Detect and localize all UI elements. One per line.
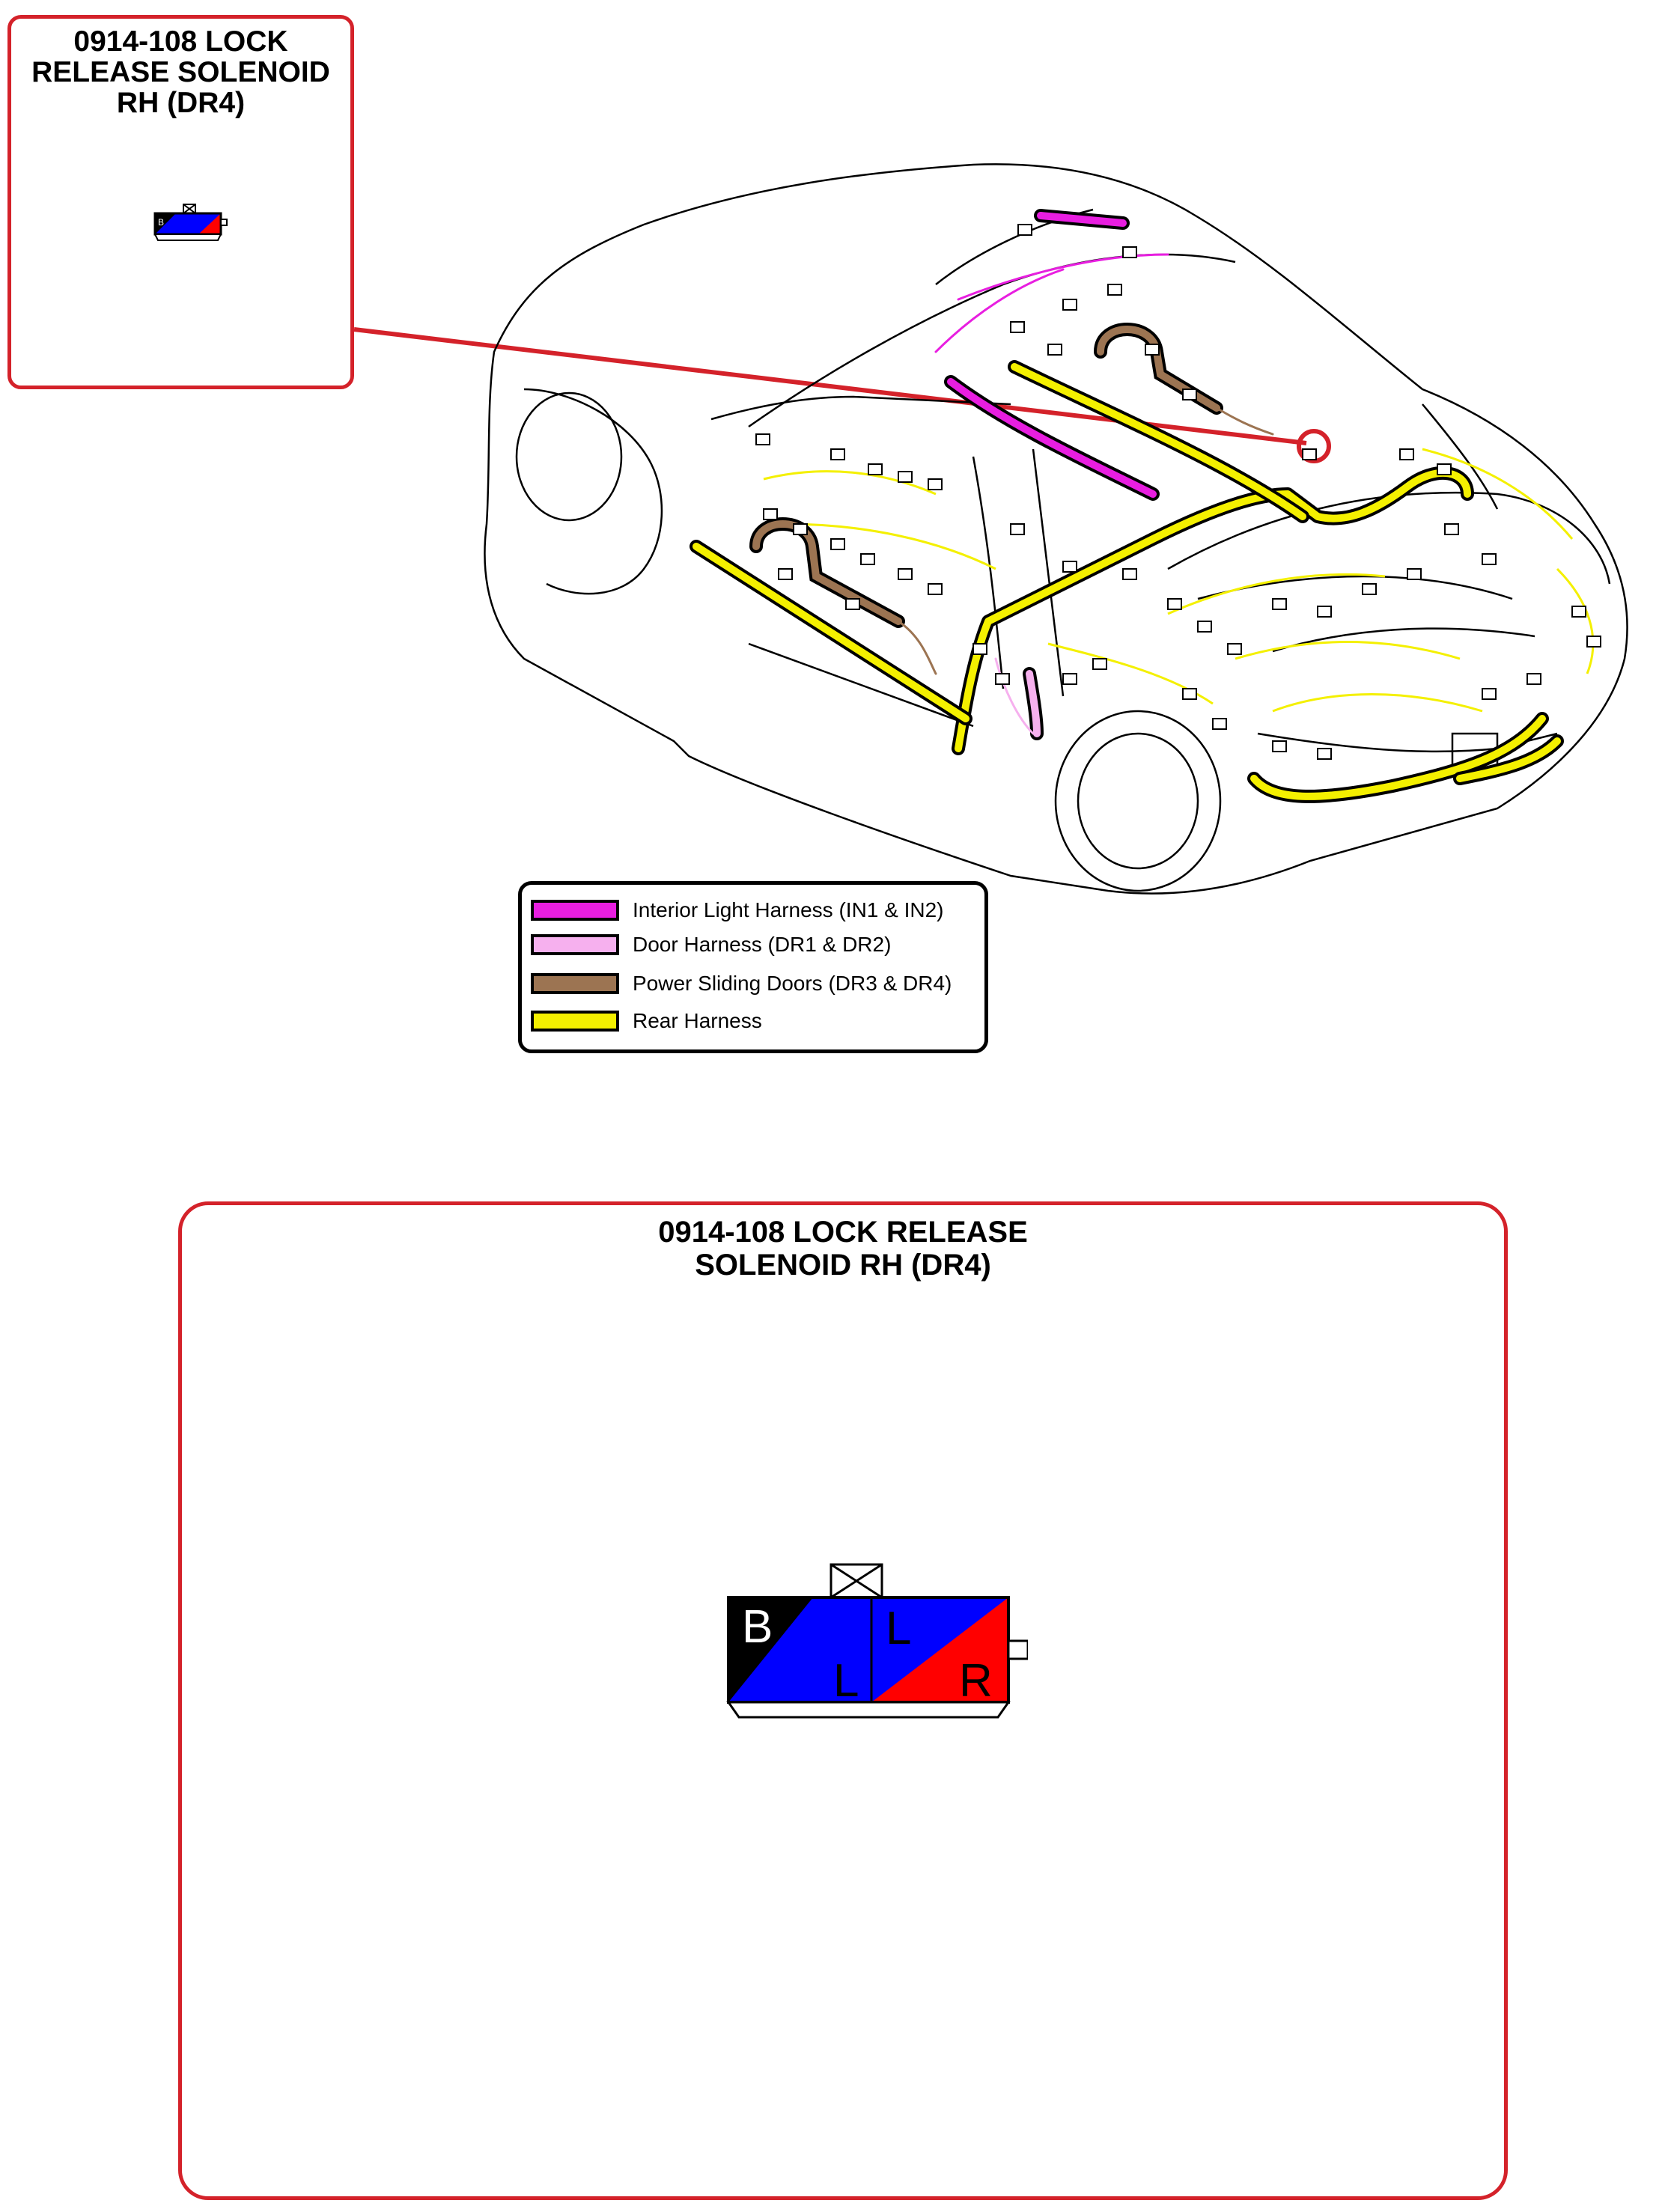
legend-item-interior-light [531,897,944,924]
legend-label: Interior Light Harness (IN1 & IN2) [633,898,944,921]
harness-legend [518,881,988,1053]
detail-title: 0914-108 LOCK RELEASE SOLENOID RH (DR4) [658,1216,1028,1282]
pin-label-1: B [742,1601,773,1653]
connector-face-diagram [713,1557,1028,1737]
legend-swatch [531,900,619,921]
legend-label: Door Harness (DR1 & DR2) [633,933,892,956]
legend-item-door [531,931,891,958]
legend-swatch [531,973,619,994]
pin-label-2: L [833,1655,859,1707]
inset-title: 0914-108 LOCK RELEASE SOLENOID RH (DR4) [31,25,330,119]
legend-item-rear [531,1008,762,1035]
pin-label-4: R [959,1655,993,1707]
legend-label: Rear Harness [633,1009,762,1032]
vehicle-harness-drawing [0,0,1662,898]
svg-text:B: B [158,217,165,228]
sliding-door-harness-trunks [756,329,1273,674]
legend-swatch [531,1011,619,1032]
legend-item-sliding-doors [531,970,952,997]
legend-swatch [531,934,619,955]
legend-label: Power Sliding Doors (DR3 & DR4) [633,972,952,995]
detail-panel [178,1201,1508,2200]
pin-label-3: L [886,1603,912,1654]
